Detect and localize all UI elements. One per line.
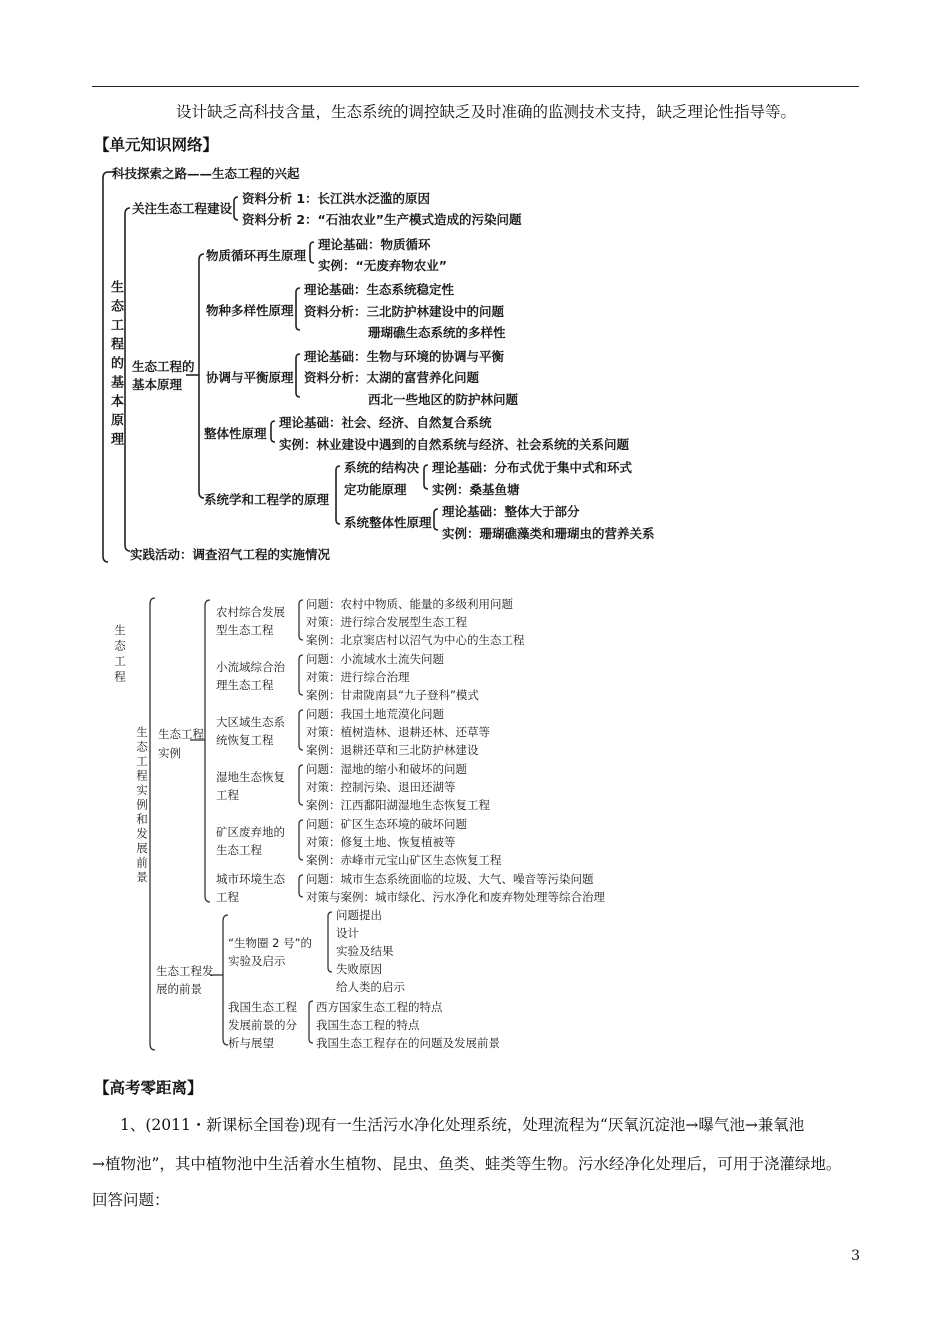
diagram1-p2-data: 资料分析：三北防护林建设中的问题	[304, 304, 505, 319]
diagram2-e1-a: 农村综合发展	[216, 605, 285, 619]
diagram2-china-c: 析与展望	[228, 1036, 274, 1050]
diagram2-e2-case: 案例：甘肃陇南县“九子登科”模式	[306, 688, 479, 702]
diagram2-bio-item-1: 问题提出	[336, 908, 382, 922]
diagram2-e2-strategy: 对策：进行综合治理	[306, 670, 410, 684]
diagram2-e4-a: 湿地生态恢复	[216, 770, 285, 784]
diagram2-china-b: 发展前景的分	[228, 1018, 297, 1032]
diagram1-construction: 关注生态工程建设	[132, 201, 233, 216]
diagram2-e3-b: 统恢复工程	[216, 733, 274, 747]
diagram2-e5-problem: 问题：矿区生态环境的破坏问题	[306, 817, 467, 831]
question-1-line-1: 1、(2011・新课标全国卷)现有一生活污水净化处理系统，处理流程为“厌氧沉淀池→曝气池→兼氧池	[120, 1116, 805, 1134]
diagram2-bio-item-4: 失败原因	[336, 962, 382, 976]
diagram2-future-a: 生态工程发	[156, 964, 214, 978]
diagram2-e6-problem: 问题：城市生态系统面临的垃圾、大气、噪音等污染问题	[306, 872, 594, 886]
diagram1-p3-data2: 西北一些地区的防护林问题	[368, 392, 519, 407]
diagram2-e1-problem: 问题：农村中物质、能量的多级利用问题	[306, 597, 513, 611]
diagram2-e4-problem: 问题：湿地的缩小和破坏的问题	[306, 762, 467, 776]
diagram2-bio-item-5: 给人类的启示	[336, 980, 405, 994]
diagram2-e3-a: 大区域生态系	[216, 715, 285, 729]
diagram2-e6-strategy: 对策与案例：城市绿化、污水净化和废弃物处理等综合治理	[306, 890, 605, 904]
diagram2-e5-case: 案例：赤峰市元宝山矿区生态恢复工程	[306, 853, 502, 867]
diagram2-examples-a: 生态工程	[158, 727, 204, 741]
diagram2-china-item-2: 我国生态工程的特点	[316, 1018, 420, 1032]
diagram1-top-item: 科技探索之路——生态工程的兴起	[112, 166, 300, 181]
diagram1-data2: 资料分析 2：“石油农业”生产模式造成的污染问题	[242, 212, 522, 227]
diagram1-p2-data2: 珊瑚礁生态系统的多样性	[368, 325, 506, 340]
diagram1-p4-theory: 理论基础：社会、经济、自然复合系统	[279, 415, 492, 430]
diagram1-p3-data: 资料分析：太湖的富营养化问题	[304, 370, 480, 385]
diagram1-p5-sub1-example: 实例：桑基鱼塘	[432, 482, 520, 497]
diagram2-e5-b: 生态工程	[216, 843, 262, 857]
diagram2-e1-b: 型生态工程	[216, 623, 274, 637]
diagram1-p5-sub2-example: 实例：珊瑚礁藻类和珊瑚虫的营养关系	[442, 526, 655, 541]
diagram2-e2-a: 小流域综合治	[216, 660, 285, 674]
diagram1-p1-example: 实例：“无废弃物农业”	[318, 258, 447, 273]
section-title-knowledge-network: 【单元知识网络】	[94, 135, 219, 154]
diagram1-p5-sub2-theory: 理论基础：整体大于部分	[442, 504, 580, 519]
diagram2-examples-b: 实例	[158, 746, 181, 760]
diagram2-e4-strategy: 对策：控制污染、退田还湖等	[306, 780, 456, 794]
diagram2-e6-a: 城市环境生态	[216, 872, 285, 886]
diagram1-p5-sub1-theory: 理论基础：分布式优于集中式和环式	[432, 460, 633, 475]
diagram2-china-a: 我国生态工程	[228, 1000, 297, 1014]
diagram1-principle-3: 协调与平衡原理	[206, 370, 294, 385]
diagram2-china-item-1: 西方国家生态工程的特点	[316, 1000, 443, 1014]
diagram1-data1: 资料分析 1：长江洪水泛滥的原因	[242, 191, 431, 206]
diagram2-e1-strategy: 对策：进行综合发展型生态工程	[306, 615, 467, 629]
diagram2-biosphere-a: “生物圈 2 号”的	[228, 936, 313, 950]
diagram1-p1-theory: 理论基础：物质循环	[318, 237, 431, 252]
diagram1-p5-sub1-a: 系统的结构决	[344, 460, 420, 475]
diagram2-e3-strategy: 对策：植树造林、退耕还林、还草等	[306, 725, 490, 739]
diagram2-biosphere-b: 实验及启示	[228, 954, 286, 968]
diagram2-future-b: 展的前景	[156, 982, 202, 996]
diagram2-bio-item-3: 实验及结果	[336, 944, 394, 958]
diagram2-china-item-3: 我国生态工程存在的问题及发展前景	[316, 1036, 500, 1050]
diagram1-root-label: 生态工程的基本原理	[108, 280, 123, 451]
diagram2-e5-strategy: 对策：修复土地、恢复植被等	[306, 835, 456, 849]
diagram2-e2-problem: 问题：小流域水土流失问题	[306, 652, 444, 666]
diagram1-principle-4: 整体性原理	[204, 426, 267, 441]
diagram2-e3-case: 案例：退耕还草和三北防护林建设	[306, 743, 479, 757]
question-1-line-3: 回答问题：	[92, 1191, 170, 1209]
diagram2-e5-a: 矿区废弃地的	[216, 825, 285, 839]
diagram1-p5-sub2: 系统整体性原理	[344, 515, 432, 530]
diagram2-sub: 生态工程实例和发展前景	[135, 726, 149, 886]
diagram1-p4-example: 实例：林业建设中遇到的自然系统与经济、社会系统的关系问题	[279, 437, 630, 452]
diagram2-e3-problem: 问题：我国土地荒漠化问题	[306, 707, 444, 721]
diagram2-root: 生态工程	[113, 624, 127, 686]
diagram1-p5-sub1-b: 定功能原理	[344, 482, 407, 497]
page-number: 3	[851, 1248, 860, 1264]
diagram2-e6-b: 工程	[216, 890, 239, 904]
section-title-exam: 【高考零距离】	[94, 1078, 203, 1097]
header-text: 设计缺乏高科技含量，生态系统的调控缺乏及时准确的监测技术支持，缺乏理论性指导等。	[176, 103, 797, 121]
diagram2-bio-item-2: 设计	[336, 926, 359, 940]
diagram1-principle-5: 系统学和工程学的原理	[204, 492, 330, 507]
diagram1-principle-2: 物种多样性原理	[206, 303, 294, 318]
diagram2-e1-case: 案例：北京窦店村以沼气为中心的生态工程	[306, 633, 525, 647]
diagram1-practice: 实践活动：调查沼气工程的实施情况	[130, 547, 331, 562]
diagram2-e2-b: 理生态工程	[216, 678, 274, 692]
question-1-line-2: →植物池”，其中植物池中生活着水生植物、昆虫、鱼类、蛙类等生物。污水经净化处理后，可用于浇灌绿地。	[92, 1155, 842, 1173]
diagram1-principle-1: 物质循环再生原理	[206, 248, 307, 263]
diagram1-p2-theory: 理论基础：生态系统稳定性	[304, 282, 455, 297]
diagram2-e4-b: 工程	[216, 788, 239, 802]
diagram1-p3-theory: 理论基础：生物与环境的协调与平衡	[304, 349, 505, 364]
diagram2-e4-case: 案例：江西鄱阳湖湿地生态恢复工程	[306, 798, 490, 812]
diagram1-basic-principles: 生态工程的基本原理	[132, 359, 195, 392]
